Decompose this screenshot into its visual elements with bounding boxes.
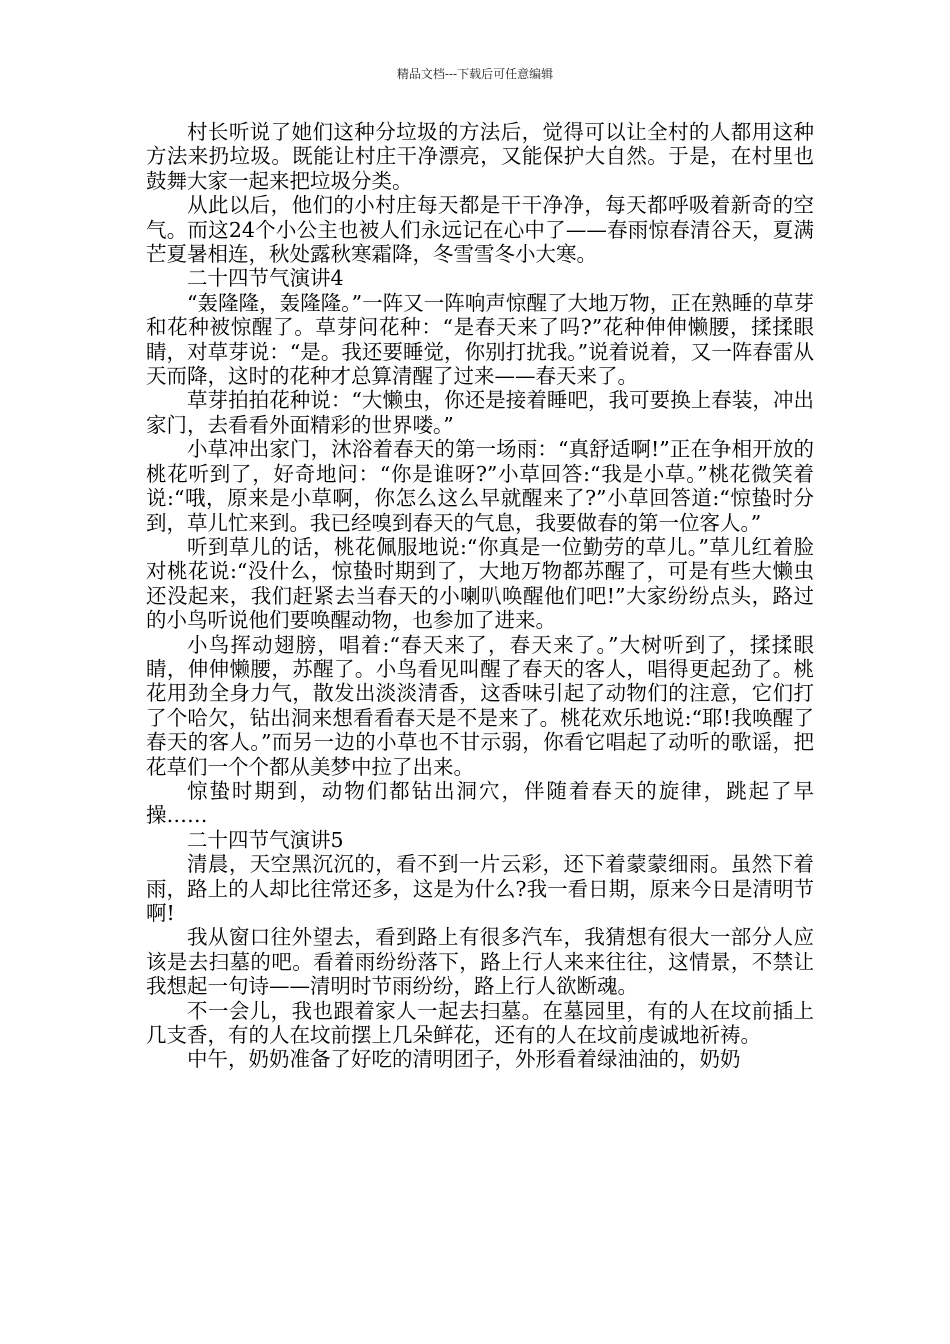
paragraph: 惊蛰时期到，动物们都钻出洞穴，伴随着春天的旋律，跳起了早操…… bbox=[146, 778, 814, 828]
section-heading: 二十四节气演讲4 bbox=[187, 266, 344, 291]
paragraph: “轰隆隆，轰隆隆。”一阵又一阵响声惊醒了大地万物，正在熟睡的草芽和花种被惊醒了。草芽问花种：“是春天来了吗?”花种伸伸懒腰，揉揉眼睛，对草芽说：“是。我还要睡觉，你别打扰我。”说着说着，又一阵春雷从天而降，这时的花种才总算清醒了过来——春天来了。 bbox=[146, 290, 814, 389]
paragraph: 从此以后，他们的小村庄每天都是干干净净，每天都呼吸着新奇的空气。而这24个小公主也被人们永远记在心中了——春雨惊春清谷天，夏满芒夏暑相连，秋处露秋寒霜降，冬雪雪冬小大寒。 bbox=[146, 193, 814, 267]
paragraph: 村长听说了她们这种分垃圾的方法后，觉得可以让全村的人都用这种方法来扔垃圾。既能让村庄干净漂亮，又能保护大自然。于是，在村里也鼓舞大家一起来把垃圾分类。 bbox=[146, 120, 814, 193]
paragraph: 我从窗口往外望去，看到路上有很多汽车，我猜想有很大一部分人应该是去扫墓的吧。看着雨纷纷落下，路上行人来来往往，这情景，不禁让我想起一句诗——清明时节雨纷纷，路上行人欲断魂。 bbox=[146, 925, 814, 999]
section-heading: 二十四节气演讲5 bbox=[187, 827, 344, 852]
paragraph: 小鸟挥动翅膀，唱着:“春天来了，春天来了。”大树听到了，揉揉眼睛，伸伸懒腰，苏醒了。小鸟看见叫醒了春天的客人，唱得更起劲了。桃花用劲全身力气，散发出淡淡清香，这香味引起了动物们的注意，它们打了个哈欠，钻出洞来想看看春天是不是来了。桃花欢乐地说:“耶!我唤醒了春天的客人。”而另一边的小草也不甘示弱，你看它唱起了动听的歌谣，把花草们一个个都从美梦中拉了出来。 bbox=[146, 632, 814, 779]
document-body bbox=[146, 120, 814, 1072]
page-header: 精品文档---下载后可任意编辑 bbox=[396, 67, 554, 81]
paragraph: 清晨，天空黑沉沉的，看不到一片云彩，还下着蒙蒙细雨。虽然下着雨，路上的人却比往常还多，这是为什么?我一看日期，原来今日是清明节啊! bbox=[146, 852, 814, 925]
paragraph: 不一会儿，我也跟着家人一起去扫墓。在墓园里，有的人在坟前插上几支香，有的人在坟前摆上几朵鲜花，还有的人在坟前虔诚地祈祷。 bbox=[146, 998, 814, 1048]
paragraph: 听到草儿的话，桃花佩服地说:“你真是一位勤劳的草儿。”草儿红着脸对桃花说:“没什么，惊蛰时期到了，大地万物都苏醒了，可是有些大懒虫还没起来，我们赶紧去当春天的小喇叭唤醒他们吧!”大家纷纷点头，路过的小鸟听说他们要唤醒动物，也参加了进来。 bbox=[146, 534, 814, 633]
paragraph: 草芽拍拍花种说：“大懒虫，你还是接着睡吧，我可要换上春装，冲出家门，去看看外面精彩的世界喽。” bbox=[146, 388, 814, 437]
paragraph: 中午，奶奶准备了好吃的清明团子，外形看着绿油油的，奶奶 bbox=[187, 1047, 741, 1072]
paragraph: 小草冲出家门，沐浴着春天的第一场雨：“真舒适啊!”正在争相开放的桃花听到了，好奇地问：“你是谁呀?”小草回答:“我是小草。”桃花微笑着说:“哦，原来是小草啊，你怎么这么早就醒来了?”小草回答道:“惊蛰时分到，草儿忙来到。我已经嗅到春天的气息，我要做春的第一位客人。” bbox=[146, 437, 814, 535]
